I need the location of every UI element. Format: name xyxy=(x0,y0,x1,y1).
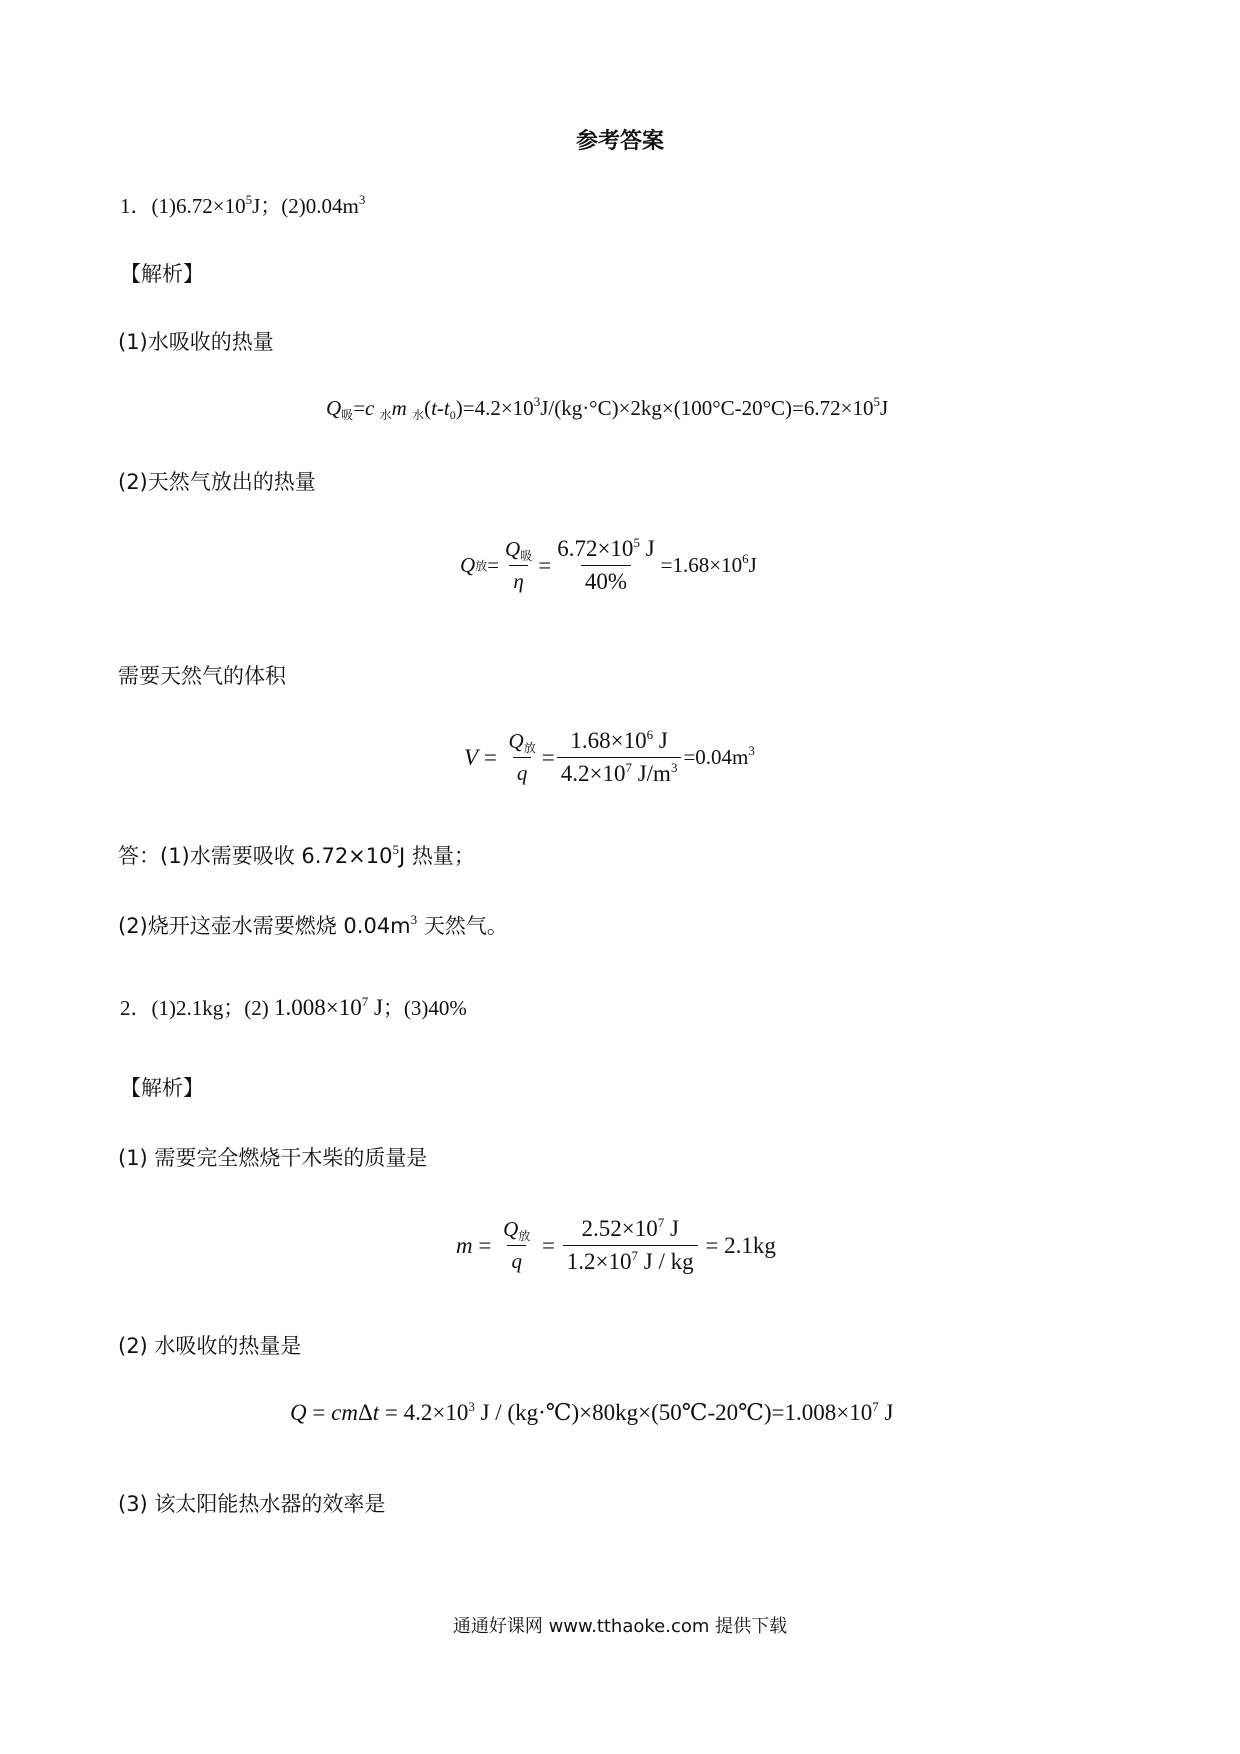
q1-equation-volume: V = $\frac{Q_放}{q}$ = $\frac{1.68\times 10^6 J}{4.2\times 10^7 J/m^3}$ $=0.04m^3$ xyxy=(464,727,755,786)
q2-equation-heat: $Q = cm\Delta t = 4.2\times 10^3$ $J / (kg\cdot℃)\times 80kg\times(50℃-20℃)=1.008\times 10^7$ J xyxy=(290,1399,894,1425)
q1-answer-summary-2: (2)烧开这壶水需要燃烧 $0.04m^3$ 天然气。 xyxy=(118,912,508,938)
page-footer: 通通好课网 www.tthaoke.com 提供下载 xyxy=(452,1616,788,1637)
q1-answer-label: 1． xyxy=(120,194,152,218)
q2-equation-mass: m = $\frac{Q_放}{q}$ = $\frac{2.52\times 10^7 J}{1.2\times 10^7 J / kg}$ = 2.1kg xyxy=(456,1215,776,1274)
q1-part2-text: (2)天然气放出的热量 xyxy=(118,470,316,494)
eq3-lhs: V xyxy=(464,744,479,770)
eq2-fraction-2: $\frac{6.72\times 10^5 J}{40\%}$ xyxy=(557,535,655,594)
q1-answer-summary-1: 答：(1)水需要吸收 $6.72\times 10^5J$ 热量； xyxy=(118,842,475,868)
q1-analysis-heading: 【解析】 xyxy=(120,262,204,286)
page-title: 参考答案 xyxy=(575,129,664,154)
q1-answer-line xyxy=(120,190,365,220)
eq3-fraction-2: $\frac{1.68\times 10^6 J}{4.2\times 10^7 J/m^3}$ xyxy=(557,728,682,787)
q2-part1-text: (1) 需要完全燃烧干木柴的质量是 xyxy=(118,1146,428,1170)
eq3-result: $=0.04m^3$ xyxy=(683,743,755,769)
q2-part2-text: (2) 水吸收的热量是 xyxy=(118,1334,302,1358)
q2-eq1-fraction-1: $\frac{Q_放}{q}$ xyxy=(503,1217,531,1273)
q2-analysis-heading: 【解析】 xyxy=(120,1076,204,1100)
q2-eq1-fraction-2: $\frac{2.52\times 10^7 J}{1.2\times 10^7 J / kg}$ xyxy=(563,1216,698,1275)
eq3-fraction-1: $\frac{Q_放}{q}$ xyxy=(508,729,536,785)
q2-answer-line: 2．(1)2.1kg；(2) $1.008\times 10^7$ J；(3)40% xyxy=(120,994,467,1020)
q1-equation-heat-released: Q 放 = $\frac{Q_吸}{\eta}$ = $\frac{6.72\times 10^5 J}{40\%}$ $=1.68\times 10^6J$ xyxy=(460,535,757,594)
eq2-lhs: Q xyxy=(460,553,476,577)
q1-volume-text: 需要天然气的体积 xyxy=(118,664,286,688)
eq2-result: $=1.68\times 10^6J$ xyxy=(660,551,757,577)
q1-answer-part2-exp: 3 xyxy=(358,192,366,207)
q1-equation-heat-absorbed: $Q_吸=c$ $_水$m $_水(t-t_0)=4.2\times 10^3J/(kg\cdot^\circ C)\times 2kg\times(100^\circ C-20^\circ C)=6.72\times 10^5J$ xyxy=(326,394,889,422)
eq2-fraction-1: $\frac{Q_吸}{\eta}$ xyxy=(505,537,533,593)
q2-part3-text: (3) 该太阳能热水器的效率是 xyxy=(118,1492,386,1516)
q1-answer-part2: J；(2)0.04m xyxy=(252,194,359,218)
q1-answer-part1: (1)6.72×10 xyxy=(151,194,246,218)
q1-part1-text: (1)水吸收的热量 xyxy=(118,330,274,354)
q1-answer-part1-exp: 5 xyxy=(245,192,253,207)
